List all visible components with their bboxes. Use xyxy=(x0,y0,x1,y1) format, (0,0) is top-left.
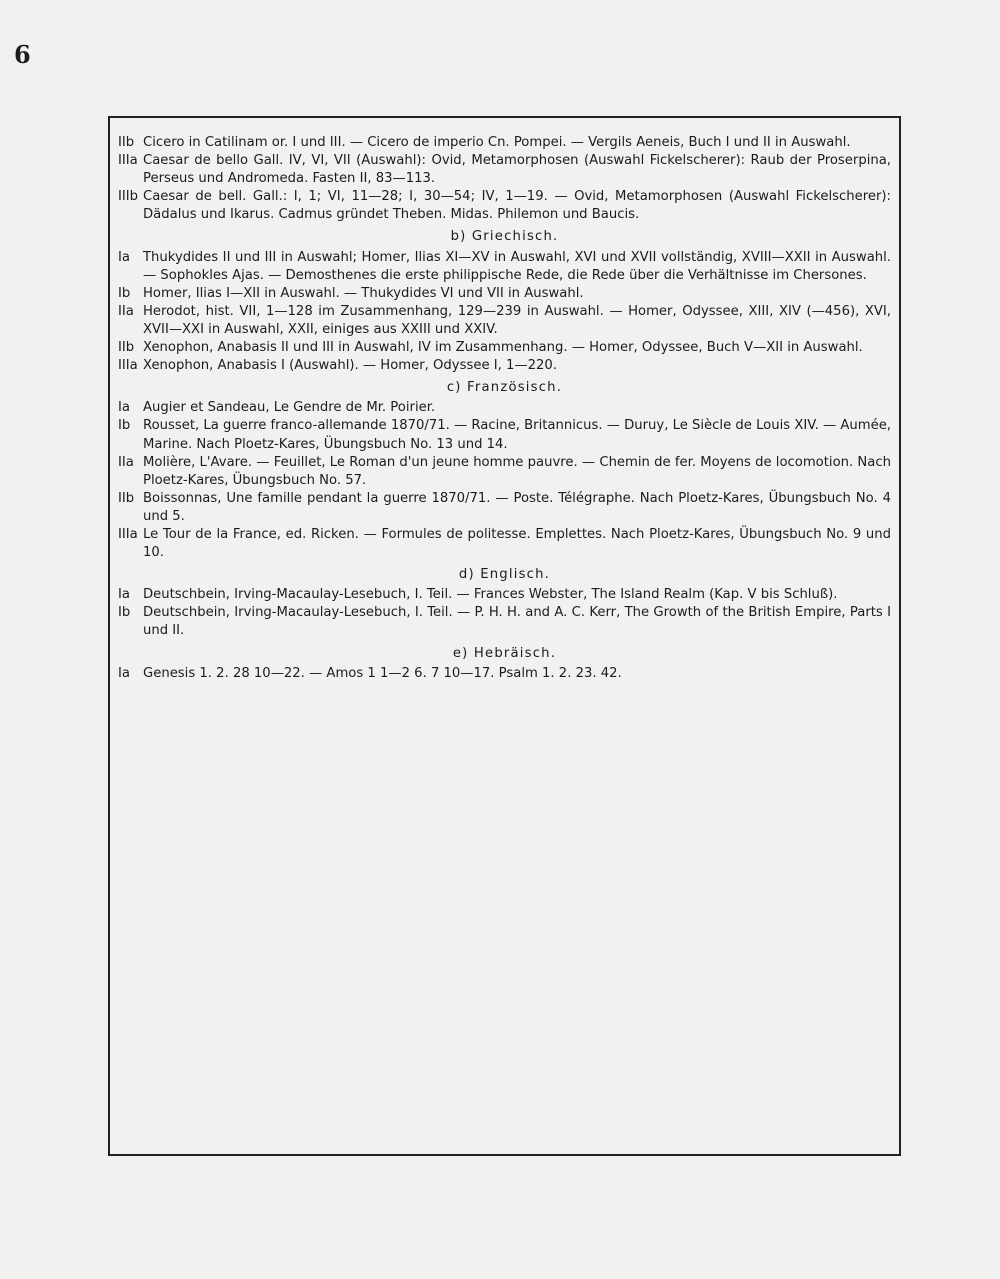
class-label: IIa xyxy=(118,454,134,470)
class-label: IIb xyxy=(118,135,135,150)
entry-text: Le Tour de la France, ed. Ricken. — Formules de politesse. Emplettes. Nach Ploetz-Kares, Übungsbuch No. 9 und 10. xyxy=(143,526,891,561)
curriculum-entry xyxy=(118,339,891,357)
entry-text: Homer, Ilias I—XII in Auswahl. — Thukydides VI und VII in Auswahl. xyxy=(143,285,584,301)
entry-text: Genesis 1. 2. 28 10—22. — Amos 1 1—2 6. 7 10—17. Psalm 1. 2. 23. 42. xyxy=(143,665,622,681)
entry-text: Molière, L'Avare. — Feuillet, Le Roman d'un jeune homme pauvre. — Chemin de fer. Moyens de locomotion. Nach Ploetz-Kares, Übungsbuch No. 57. xyxy=(143,454,891,488)
curriculum-entry xyxy=(118,249,891,285)
page-number: 6 xyxy=(14,40,31,69)
class-label: Ia xyxy=(118,400,130,416)
section-heading: e) Hebräisch. xyxy=(452,645,557,661)
entry-text: Deutschbein, Irving-Macaulay-Lesebuch, I. Teil. — Frances Webster, The Island Realm (Kap. V bis Schluß). xyxy=(143,587,838,603)
entry-text: Thukydides II und III in Auswahl; Homer, Ilias XI—XV in Auswahl, XVI und XVII vollständig, XVIII—XXII in Auswahl. — Sophokles Ajas. — Demosthenes die erste philippische Rede, die Rede über die Verhältnisse im Chersones. xyxy=(143,249,891,283)
curriculum-entry xyxy=(118,303,891,339)
entry-text: Cicero in Catilinam or. I und III. — Cicero de imperio Cn. Pompei. — Vergils Aeneis, Buch I und II in Auswahl. xyxy=(143,135,851,150)
curriculum-entry xyxy=(118,285,891,303)
entry-text: Rousset, La guerre franco-allemande 1870/71. — Racine, Britannicus. — Duruy, Le Siècle de Louis XIV. — Aumée, Marine. Nach Ploetz-Kares, Übungsbuch No. 13 und 14. xyxy=(143,418,891,452)
entry-text: Caesar de bello Gall. IV, VI, VII (Auswahl): Ovid, Metamorphosen (Auswahl Fickelscherer): Raub der Proserpina, Perseus und Andromeda. Fasten II, 83—113. xyxy=(143,153,891,187)
class-label: IIIa xyxy=(118,526,138,542)
entry-text: Augier et Sandeau, Le Gendre de Mr. Poirier. xyxy=(143,400,436,416)
curriculum-entry xyxy=(118,454,891,490)
entry-text: Caesar de bell. Gall.: I, 1; VI, 11—28; I, 30—54; IV, 1—19. — Ovid, Metamorphosen (Auswahl Fickelscherer): Dädalus und Ikarus. Cadmus gründet Theben. Midas. Philemon und Baucis. xyxy=(143,189,891,223)
class-label: Ib xyxy=(118,418,131,434)
class-label: Ia xyxy=(118,587,130,603)
entry-text: Xenophon, Anabasis II und III in Auswahl, IV im Zusammenhang. — Homer, Odyssee, Buch V—XII in Auswahl. xyxy=(143,340,863,356)
curriculum-entry xyxy=(118,357,891,375)
content-frame xyxy=(108,116,901,1156)
class-label: IIb xyxy=(118,490,135,506)
curriculum-entry xyxy=(118,188,891,224)
class-label: Ib xyxy=(118,285,131,301)
curriculum-entry xyxy=(118,490,891,526)
entry-text: Boissonnas, Une famille pendant la guerre 1870/71. — Poste. Télégraphe. Nach Ploetz-Kares, Übungsbuch No. 4 und 5. xyxy=(143,490,891,524)
curriculum-entry xyxy=(118,417,891,453)
section-heading: c) Französisch. xyxy=(446,380,563,396)
curriculum-entry xyxy=(118,134,891,152)
class-label: Ib xyxy=(118,605,131,621)
class-label: IIIa xyxy=(118,153,138,169)
class-label: IIb xyxy=(118,340,135,356)
curriculum-entry xyxy=(118,526,891,562)
entry-text: Deutschbein, Irving-Macaulay-Lesebuch, I. Teil. — P. H. H. and A. C. Kerr, The Growth of the British Empire, Parts I und II. xyxy=(143,605,891,639)
class-label: IIIb xyxy=(118,189,139,205)
class-label: IIa xyxy=(118,303,134,319)
curriculum-entry xyxy=(118,665,891,683)
section-heading: b) Griechisch. xyxy=(450,229,559,245)
curriculum-text xyxy=(118,134,891,683)
section-heading: d) Englisch. xyxy=(458,567,551,583)
class-label: Ia xyxy=(118,249,130,265)
class-label: IIIa xyxy=(118,358,138,374)
curriculum-entry xyxy=(118,604,891,640)
entry-text: Xenophon, Anabasis I (Auswahl). — Homer, Odyssee I, 1—220. xyxy=(143,358,557,374)
class-label: Ia xyxy=(118,665,130,681)
curriculum-entry xyxy=(118,152,891,188)
curriculum-entry xyxy=(118,399,891,417)
entry-text: Herodot, hist. VII, 1—128 im Zusammenhang, 129—239 in Auswahl. — Homer, Odyssee, XIII, XIV (—456), XVI, XVII—XXI in Auswahl, XXII, einiges aus XXIII und XXIV. xyxy=(143,303,891,337)
curriculum-entry xyxy=(118,586,891,604)
